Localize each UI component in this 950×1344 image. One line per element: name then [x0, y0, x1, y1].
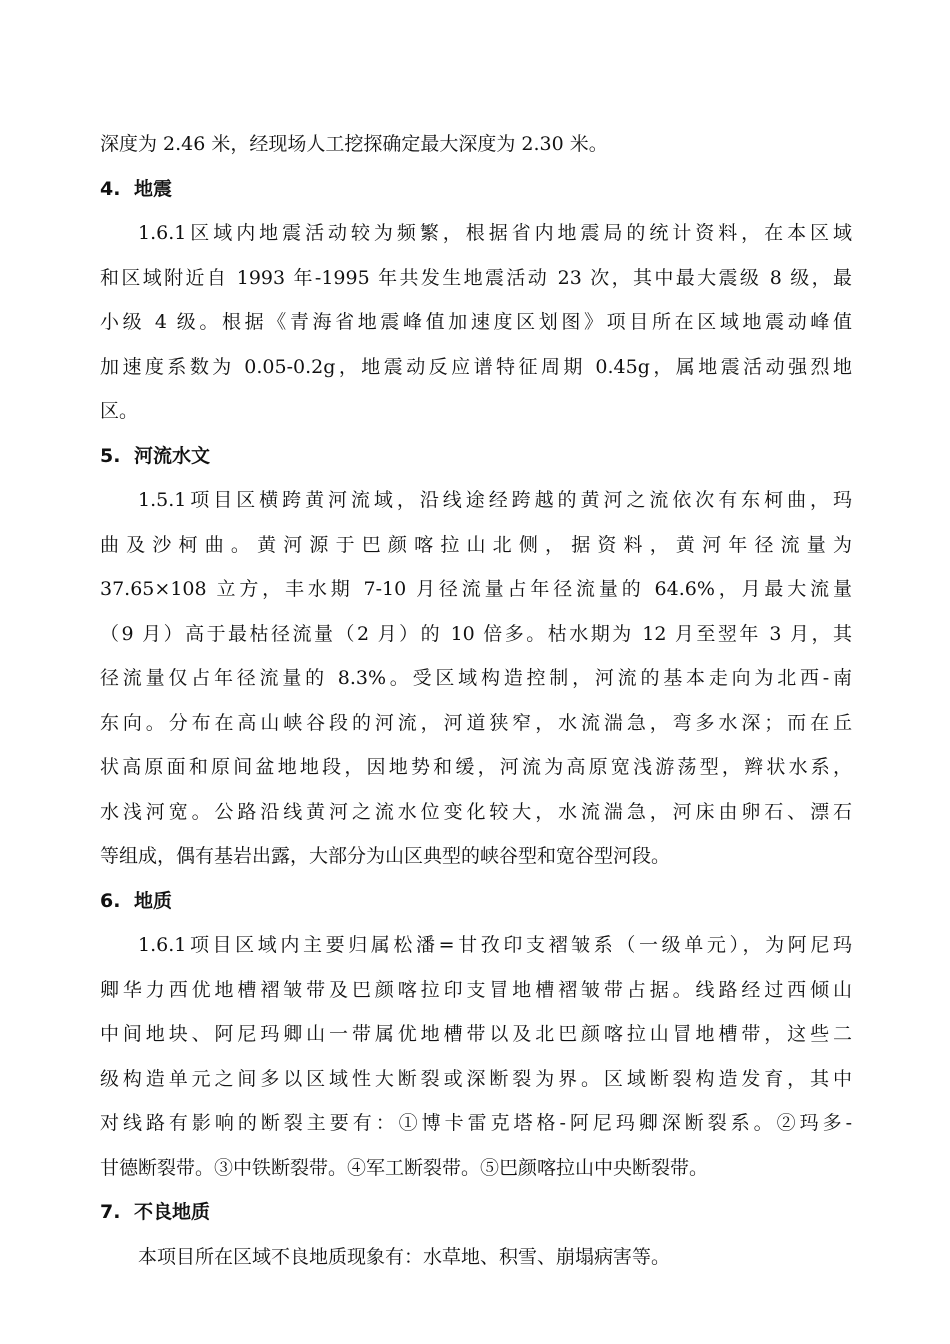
- paragraph-line: 深度为 2.46 米，经现场人工挖探确定最大深度为 2.30 米。: [100, 133, 608, 155]
- paragraph-line: 曲及沙柯曲。黄河源于巴颜喀拉山北侧，据资料，黄河年径流量为: [100, 533, 852, 556]
- section-title: 河流水文: [134, 444, 211, 467]
- document-page: [100, 122, 852, 1279]
- paragraph-line: 小级 4 级。根据《青海省地震峰值加速度区划图》项目所在区域地震动峰值: [100, 311, 852, 333]
- section-number: 6.: [100, 889, 121, 912]
- paragraph-line: 等组成，偶有基岩出露，大部分为山区典型的峡谷型和宽谷型河段。: [100, 845, 671, 867]
- paragraph-line: 卿华力西优地槽褶皱带及巴颜喀拉印支冒地槽褶皱带占据。线路经过西倾山: [100, 978, 852, 1001]
- paragraph-line: 和区域附近自 1993 年-1995 年共发生地震活动 23 次，其中最大震级 8 级，最: [100, 266, 852, 289]
- section-title: 不良地质: [134, 1201, 211, 1223]
- section-number: 4.: [100, 177, 121, 200]
- paragraph-line: 37.65×108 立方，丰水期 7-10 月径流量占年径流量的 64.6%，月最大流量: [100, 578, 852, 600]
- paragraph-line: 区。: [100, 400, 139, 422]
- paragraph-line: 水浅河宽。公路沿线黄河之流水位变化较大，水流湍急，河床由卵石、漂石: [100, 800, 852, 823]
- paragraph-line: 1.6.1区域内地震活动较为频繁，根据省内地震局的统计资料，在本区域: [138, 222, 852, 244]
- section-heading-adverse-geology: [100, 1190, 852, 1235]
- paragraph-line: 径流量仅占年径流量的 8.3%。受区域构造控制，河流的基本走向为北西-南: [100, 667, 852, 689]
- paragraph-line: 对线路有影响的断裂主要有：①博卡雷克塔格-阿尼玛卿深断裂系。②玛多-: [100, 1112, 852, 1134]
- paragraph-line: 状高原面和原间盆地地段，因地势和缓，河流为高原宽浅游荡型，辫状水系，: [100, 756, 852, 778]
- section-heading-geology: [100, 879, 852, 924]
- paragraph-line: 级构造单元之间多以区域性大断裂或深断裂为界。区域断裂构造发育，其中: [100, 1067, 852, 1090]
- section-title: 地质: [134, 889, 173, 912]
- section-number: 5.: [100, 444, 121, 467]
- section-heading-hydrology: [100, 434, 852, 479]
- section-number: 7.: [100, 1201, 121, 1223]
- section-title: 地震: [134, 177, 173, 200]
- paragraph-line: 加速度系数为 0.05-0.2g，地震动反应谱特征周期 0.45g，属地震活动强烈地: [100, 355, 852, 378]
- paragraph-line: 本项目所在区域不良地质现象有：水草地、积雪、崩塌病害等。: [138, 1245, 671, 1268]
- paragraph-line: 1.6.1项目区域内主要归属松潘=甘孜印支褶皱系（一级单元），为阿尼玛: [138, 934, 852, 956]
- paragraph-line: （9 月）高于最枯径流量（2 月）的 10 倍多。枯水期为 12 月至翌年 3 月，其: [100, 622, 852, 645]
- paragraph-line: 中间地块、阿尼玛卿山一带属优地槽带以及北巴颜喀拉山冒地槽带，这些二: [100, 1023, 852, 1045]
- paragraph-line: 1.5.1项目区横跨黄河流域，沿线途经跨越的黄河之流依次有东柯曲，玛: [138, 489, 852, 511]
- section-heading-earthquake: [100, 167, 852, 212]
- paragraph-line: 甘德断裂带。③中铁断裂带。④军工断裂带。⑤巴颜喀拉山中央断裂带。: [100, 1156, 709, 1179]
- paragraph-line: 东向。分布在高山峡谷段的河流，河道狭窄，水流湍急，弯多水深；而在丘: [100, 711, 852, 734]
